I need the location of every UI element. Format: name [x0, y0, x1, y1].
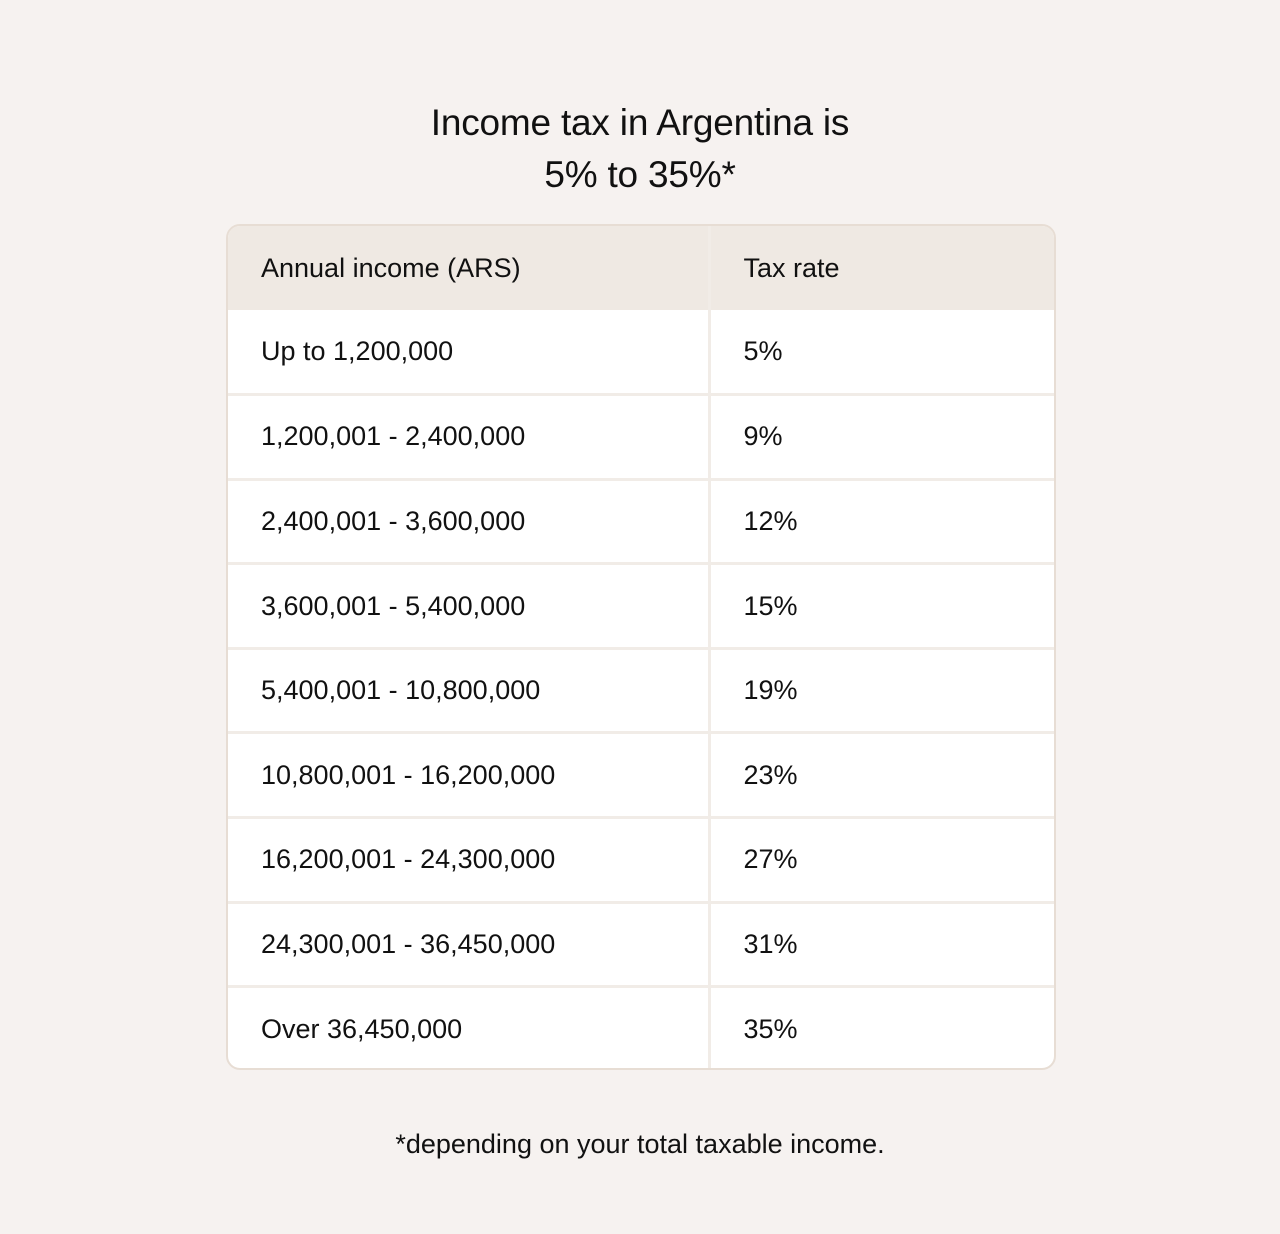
- table-header-row: [228, 226, 1054, 310]
- income-bracket: Up to 1,200,000: [261, 336, 454, 367]
- tax-rate: 23%: [709, 733, 1054, 818]
- header-tax-rate: Tax rate: [709, 226, 1054, 310]
- income-bracket: Over 36,450,000: [228, 987, 709, 1070]
- table-row: [228, 310, 1054, 395]
- title-line-1: Income tax in Argentina is: [430, 101, 850, 143]
- tax-rate: 12%: [709, 479, 1054, 564]
- page-title: [0, 97, 1280, 201]
- table-row: [228, 902, 1054, 987]
- tax-rate: 35%: [709, 987, 1054, 1070]
- table-row: [228, 479, 1054, 564]
- income-bracket: 16,200,001 - 24,300,000: [228, 818, 709, 903]
- tax-rate: 19%: [709, 648, 1054, 733]
- tax-rate: 15%: [709, 564, 1054, 649]
- table-row: [228, 733, 1054, 818]
- tax-rate: 9%: [709, 395, 1054, 480]
- table-row: [228, 818, 1054, 903]
- tax-rate-table: [226, 224, 1056, 1070]
- footnote: *depending on your total taxable income.: [395, 1129, 885, 1159]
- income-bracket: 5,400,001 - 10,800,000: [228, 648, 709, 733]
- header-annual-income: Annual income (ARS): [228, 226, 709, 310]
- tax-rate: 27%: [709, 818, 1054, 903]
- table-row: [228, 564, 1054, 649]
- income-bracket: 1,200,001 - 2,400,000: [228, 395, 709, 480]
- table-row: [228, 395, 1054, 480]
- income-bracket: 2,400,001 - 3,600,000: [228, 479, 709, 564]
- tax-rate: 31%: [709, 902, 1054, 987]
- income-bracket: 3,600,001 - 5,400,000: [228, 564, 709, 649]
- income-bracket: 10,800,001 - 16,200,000: [228, 733, 709, 818]
- tax-rate: 5%: [709, 310, 1054, 395]
- income-bracket: 24,300,001 - 36,450,000: [228, 902, 709, 987]
- title-line-2: 5% to 35%*: [544, 153, 736, 195]
- table-row: [228, 648, 1054, 733]
- table-row: [228, 987, 1054, 1070]
